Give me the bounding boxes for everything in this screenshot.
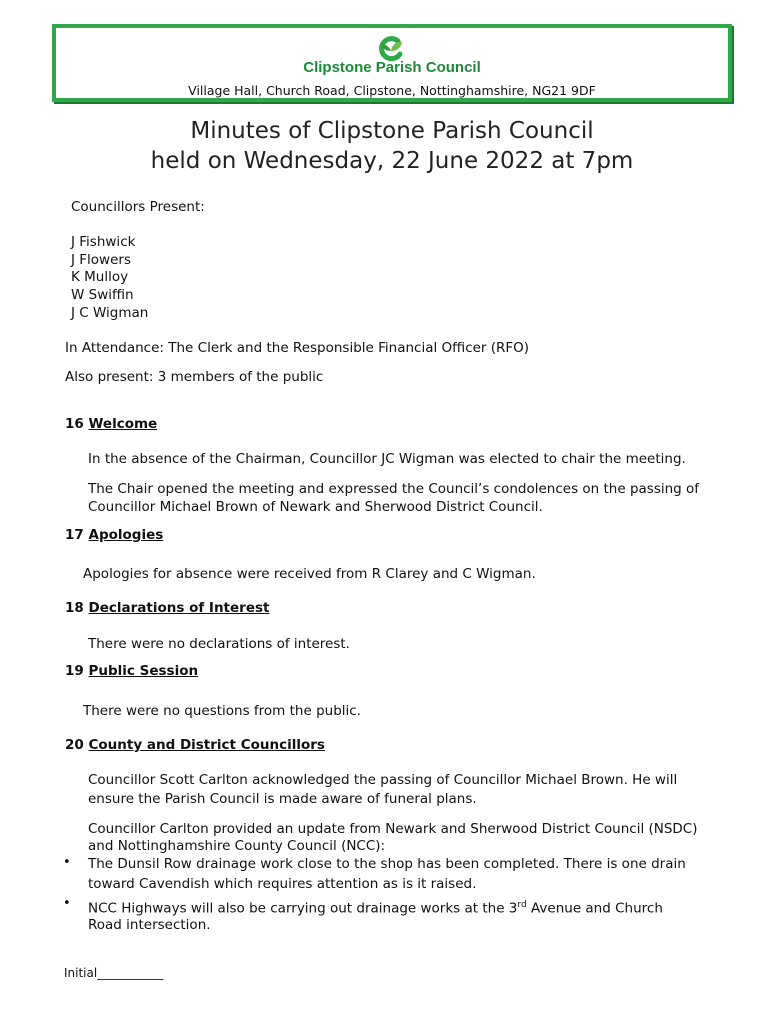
paragraph: Councillor Carlton provided an update from Newark and Sherwood District Council (NSDC) bbox=[88, 821, 698, 837]
councillor-name: J Fishwick bbox=[71, 234, 136, 250]
council-name: Clipstone Parish Council bbox=[303, 59, 481, 76]
initial-field: Initial___________ bbox=[64, 966, 164, 980]
bullet-item: The Dunsil Row drainage work close to the shop has been completed. There is one drain bbox=[88, 856, 686, 872]
bullet-item: toward Cavendish which requires attention as is it raised. bbox=[88, 876, 477, 892]
section-title: Apologies bbox=[88, 527, 164, 543]
in-attendance-text: In Attendance: The Clerk and the Responsible Financial Officer (RFO) bbox=[65, 340, 530, 356]
section-title: Welcome bbox=[88, 416, 158, 432]
paragraph: Apologies for absence were received from R Clarey and C Wigman. bbox=[83, 566, 536, 582]
paragraph: and Nottinghamshire County Council (NCC): bbox=[88, 838, 386, 854]
councillors-present-label: Councillors Present: bbox=[71, 199, 205, 215]
paragraph: The Chair opened the meeting and expressed the Council’s condolences on the passing of bbox=[88, 481, 700, 497]
councillor-name: K Mulloy bbox=[71, 269, 129, 285]
section-heading-declarations bbox=[65, 600, 269, 616]
document-title-line1: Minutes of Clipstone Parish Council bbox=[190, 118, 594, 144]
section-heading-apologies bbox=[65, 527, 163, 543]
bullet-icon: • bbox=[63, 855, 71, 870]
bullet-item: Road intersection. bbox=[88, 917, 211, 933]
section-heading-welcome bbox=[65, 416, 157, 432]
paragraph: In the absence of the Chairman, Councillor JC Wigman was elected to chair the meeting. bbox=[88, 451, 686, 467]
bullet-text: NCC Highways will also be carrying out drainage works at the 3 bbox=[88, 900, 518, 917]
superscript: rd bbox=[517, 900, 527, 910]
councillor-name: J Flowers bbox=[71, 252, 131, 268]
paragraph: ensure the Parish Council is made aware of funeral plans. bbox=[88, 791, 477, 807]
paragraph: Councillor Michael Brown of Newark and Sherwood District Council. bbox=[88, 499, 543, 515]
section-number: 16 bbox=[65, 416, 84, 432]
councillor-name: W Swiffin bbox=[71, 287, 134, 303]
section-number: 19 bbox=[65, 663, 84, 679]
document-title-line2: held on Wednesday, 22 June 2022 at 7pm bbox=[150, 148, 634, 174]
section-title: Public Session bbox=[88, 663, 199, 679]
bullet-text: Avenue and Church bbox=[526, 900, 663, 917]
section-heading-councillors bbox=[65, 737, 325, 753]
councillor-name: J C Wigman bbox=[71, 305, 149, 321]
section-title: Declarations of Interest bbox=[88, 600, 270, 616]
section-title: County and District Councillors bbox=[88, 737, 325, 753]
bullet-item bbox=[88, 896, 663, 918]
header-box bbox=[52, 24, 732, 102]
section-number: 18 bbox=[65, 600, 84, 616]
also-present-text: Also present: 3 members of the public bbox=[65, 369, 324, 385]
section-number: 17 bbox=[65, 527, 84, 543]
paragraph: Councillor Scott Carlton acknowledged the passing of Councillor Michael Brown. He will bbox=[88, 772, 678, 788]
bullet-icon: • bbox=[63, 896, 71, 911]
paragraph: There were no questions from the public. bbox=[83, 703, 361, 719]
section-number: 20 bbox=[65, 737, 84, 753]
council-address: Village Hall, Church Road, Clipstone, Nottinghamshire, NG21 9DF bbox=[188, 83, 596, 98]
section-heading-public-session bbox=[65, 663, 198, 679]
paragraph: There were no declarations of interest. bbox=[88, 636, 350, 652]
